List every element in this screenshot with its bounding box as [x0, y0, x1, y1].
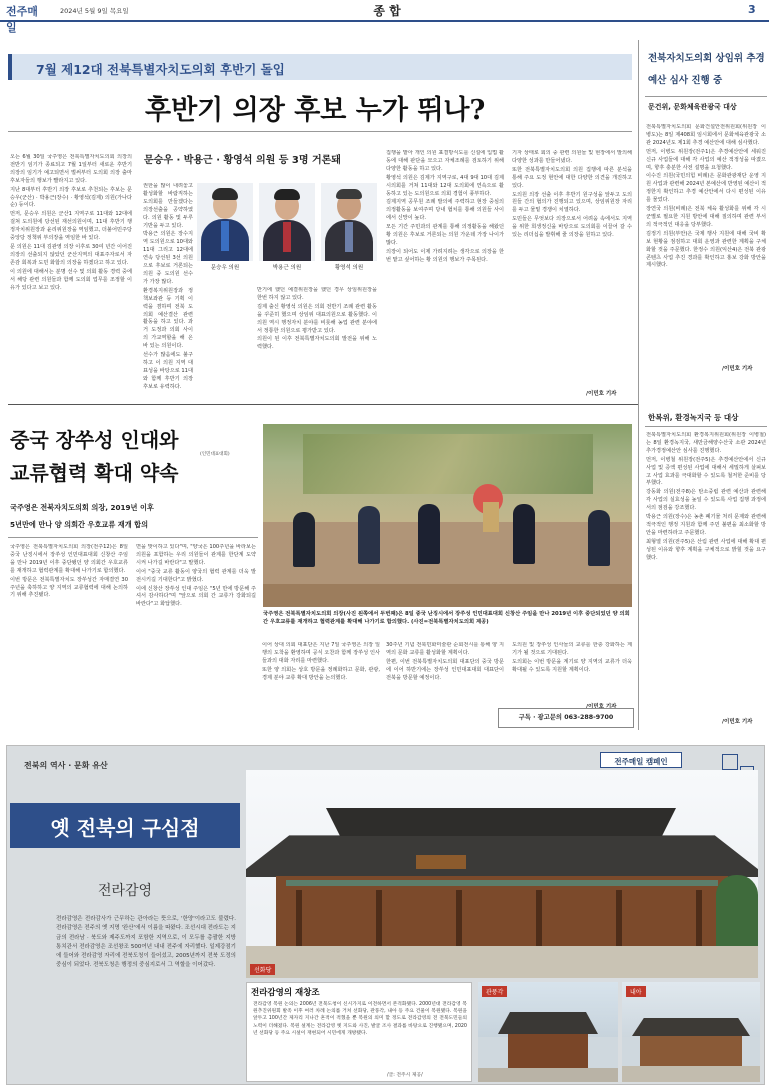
right-top-body: [646, 124, 766, 364]
china-column-4: [386, 642, 504, 730]
paragraph: 면을 맞이하고 있다"며, "양국은 100주년을 바라보는 의원을 포함하는 우리 의원들이 관계를 한단계 도약시켜 나가길 바란다"고 말했다.: [136, 544, 256, 566]
paragraph: 지난 8대부터 후반기 의장 후보로 추천되는 후보는 문승우(군산) · 박용근(장수) · 황영석(김제) 의원(가나다 순) 등이다.: [10, 186, 132, 209]
photo-label-naea: 내아: [626, 986, 646, 997]
right-mid-body: [646, 432, 766, 716]
paragraph: 또한 전북특별자치도의회 의원 집행에 따른 분석을 통해 주요 도정 현안에 대한 다양한 의견을 개진하고 있다.: [512, 166, 632, 189]
heritage-body: 전라감영은 전라감사가 근무하는 관아라는 뜻으로, '한양'이라고도 불렸다. 전라감영은 전주의 옛 지명 '완산'에서 이름을 따왔다. 조선시대 전라도는 지금의 전라남 · 북도와 제주도까지 포함한 지역으로, 이 모두를 총괄한 지방통치관서 전라감영은 조선왕조 500여년 내내 전주에 자리했다. 일제강점기에 들어와 전라감영 자리에 전북도청이 들어섰고, 2005년까지 전북 도정의 중심이 되었다. 전북도청은 행정의 중심지로서 그 역할을 이어갔다.: [56, 916, 236, 969]
heritage-info-panel: [246, 982, 472, 1082]
paragraph: 의원이 된 이후 전북특별자치도의회 발전을 위해 노력했다.: [257, 336, 377, 351]
paragraph: 환경복지위원장과 정책보좌관 등 기획 이력을 겸하며 전북 도의회 예산결산 관련 활동을 하고 있다. 과거 도정과 의회 사이의 가교역할을 해 온 바 있는 의원이다.: [143, 287, 193, 350]
paragraph: 먼저, 이병도 위원장(전주1)은 추경예산안에 세워진 신규 사업들에 대해 각 사업의 예산 적정성을 따졌으며, 향후 충분한 사전 설명을 요청했다.: [646, 148, 766, 171]
paragraph: 김제 출신 황영석 의원은 의회 전반기 조례 관련 활동을 꾸준히 했으며 상임위 대표의원으로 활동했다. 이 의원 역시 행정자치 분야를 비롯해 농업 관련 분야에서 정통한 의원으로 평가받고 있다.: [257, 303, 377, 334]
meeting-photo-caption: [263, 610, 632, 626]
masthead-page-number: 3: [748, 3, 756, 16]
paragraph: 전북특별자치도의회 환경복지위원회(위원장 이병철)는 8일 환경녹지국, 새만금해양수산국 소관 2024년 추가경정예산안 심사를 진행했다.: [646, 432, 766, 454]
portrait-hwang: [321, 183, 377, 261]
paragraph: 또한 양 의회는 상호 방문을 정례화하고 문화, 관광, 경제 분야 교류 확대 방안을 논의했다.: [262, 666, 380, 681]
china-headline-1: 중국 장쑤성 인대와: [10, 428, 179, 452]
lead-kicker-bar: [8, 54, 632, 80]
photo-label-main: 선화당: [250, 964, 275, 975]
panel-title: 전라감영의 재창조: [251, 988, 320, 998]
heritage-title: 옛 전북의 구심점: [50, 816, 200, 840]
paragraph: 황영석 의원은 김제가 지역구로, 4대 9대 10대 김제시의회를 거쳐 11대와 12대 도의회에 연속으로 활동하고 있는 도의원으로 의회 경험이 풍부하다.: [386, 174, 504, 197]
portrait-caption-moon: 문승우 의원: [210, 265, 240, 271]
paragraph: 박용근 의원(장수)은 농촌 폐기물 처리 문제와 관련해 적극적인 행정 지원과 함께 주민 불편을 최소화할 방안을 마련하라고 주문했다.: [646, 514, 766, 536]
portrait-caption-hwang: 황영석 의원: [334, 265, 364, 271]
paragraph: 권한을 많이 내려놓고 활성화할 바람직하는 도의회를 만들겠다는 의장선출을 공약하였다. 의원 활동 및 두루 기반을 두고 있다.: [143, 183, 193, 229]
lead-subhead: 문승우 · 박용근 · 황영석 의원 등 3명 거론돼: [144, 155, 341, 166]
china-top-rule: [8, 404, 638, 405]
paragraph: 의장이 되어도 이제 가려지려는 생각으로 의장을 한 번 맡고 싶어하는 황 의원의 행보가 주목된다.: [386, 248, 504, 263]
portrait-moon: [197, 183, 253, 261]
paragraph: 도의원 의장 선출 이후 후반기 원구성을 앞두고 도의원들 간의 협의가 진행되고 있으며, 상임위원장 자리를 두고 물밑 경쟁이 치열하다.: [512, 191, 632, 214]
heritage-photo-gwanpunggak: [478, 982, 618, 1082]
lead-column-2: [143, 183, 193, 398]
heritage-subtitle: 전라감영: [97, 883, 153, 899]
masthead-date: 2024년 5월 9일 목요일: [60, 7, 129, 15]
campaign-badge: [600, 752, 682, 768]
paragraph: 전북특별자치도의회 문화건설안전위원회(위원장 이병도)는 8일 제408회 임시회에서 문화체육관광국 소관 2024년도 제1회 추경 예산안에 대해 심사했다.: [646, 124, 766, 146]
paragraph: 이 의원에 대해서는 분명 선수 및 의회 활동 경력 중에서 해당 관련 의원들과 함께 도의회 업무를 조정할 이유가 있다고 보고 있다.: [10, 268, 132, 291]
china-small-tag: (인민대표대회): [200, 452, 230, 457]
china-sub-2: 5년만에 만나 양 의회간 우호교류 재개 합의: [10, 520, 149, 529]
paragraph: 모든 기간 주민과의 관계를 통해 의정활동을 해왔던 황 의원은 후보로 거론되는 의원 가운데 가장 나이가 많다.: [386, 224, 504, 246]
right-top-byline: /이민호 기자: [722, 366, 753, 372]
heritage-series-label: 전북의 역사 · 문화 유산: [24, 761, 108, 770]
paragraph: 김제지역 공무원 조례 발의에 주력하고 현장 중심의 의정활동을 보여주며 당내 협치를 통해 의원들 사이에서 신망이 높다.: [386, 199, 504, 222]
right-top-title: 전북자치도의회 상임위 추경예산 심사 진행 중: [648, 53, 765, 86]
paragraph: 이에 신창산 장쑤성 인대 주임은 "5년 만에 방문해 주셔서 감사하다"며 "앞으로 의회 간 교류가 강화되길 바란다"고 화답했다.: [136, 585, 256, 608]
paragraph: 최형열 의원(전주5)은 산림 관련 사업에 대해 확대 편성된 이유와 향후 계획을 구체적으로 밝힐 것을 요구했다.: [646, 538, 766, 561]
paragraph: 문 의원은 11대 김관영 의장 이후로 30여 년간 이어진 의장의 선출되지 않았던 군산지역의 대표주자로서 자존감 회복과 도민 화합의 의장을 하겠다고 하고 있다.: [10, 243, 132, 266]
paragraph: 선수가 많음에도 불구하고 이 의원 지역 대표성을 바탕으로 11대와 함께 후반기 의장 후보로 유력하다.: [143, 352, 193, 390]
portrait-caption-park: 박용근 의원: [272, 265, 302, 271]
paragraph: 집행을 맡아 개인 의원 표결방식도를 신설에 입법 활동에 대해 판단을 모으고 자체조례를 검토하기 위해 다양한 활동을 하고 있다.: [386, 150, 504, 172]
caption-text: 국주영은 전북특별자치도의회 의장(사진 왼쪽에서 두번째)은 8일 중국 난징시에서 장쑤성 인민대표대회 신창산 주임을 만나 2019년 이후 중단되었던 양 의회간 우호교류를 재개하고 협력관계를 확대해 나가기로 합의했다.: [263, 611, 630, 625]
china-column-2: [136, 544, 256, 730]
masthead-section: 종 합: [373, 4, 401, 18]
paragraph: 도의회는 이번 방문을 계기로 양 지역의 교류가 더욱 확대될 수 있도록 지원할 계획이다.: [512, 658, 632, 673]
paragraph: 이번 방문은 전북특별자치도 장쑤성간 자매결연 30주년을 축하하고 양 지역의 교류협력에 대해 논의하기 위해 추진됐다.: [10, 576, 128, 599]
paragraph: 기자 상태로 회의 중 관련 의원들 및 현장에서 발의해 다양한 성과를 만들어냈다.: [512, 150, 632, 164]
lead-column-4: [386, 150, 504, 398]
heritage-photo-naea: [622, 982, 760, 1082]
campaign-label: 전주매일 캠페인: [614, 757, 668, 766]
paragraph: 반기에 했던 예결위원장을 했던 경우 상임위원장을 한번 하지 않고 있다.: [257, 287, 377, 301]
subscription-ad-box: 구독 · 광고문의 063-288-9700: [498, 708, 634, 728]
right-mid-title: 한복위, 환경녹지국 등 대상: [648, 413, 739, 422]
paragraph: 국주영은 전북특별자치도의회 의장(전주12)은 8일 중국 난징시에서 장쑤성 인민대표대회 신창산 주임을 만나 2019년 이후 중단됐던 양 의회간 우호교류를 재개하고 협력관계를 확대해 나가기로 합의했다.: [10, 544, 128, 574]
china-headline-2: 교류협력 확대 약속: [10, 461, 179, 485]
right-top-rule: [645, 96, 767, 97]
paragraph: 김정기 의원(부안)은 국제 행사 지원에 대해 국비 확보 현황을 점검하고 대회 운영과 관련한 계획을 구체화할 것을 주문했다. 한정수 의원(익산4)은 전북 관광 콘텐츠 사업 추진 경과를 확인하고 홍보 강화 방안을 제시했다.: [646, 230, 766, 269]
paragraph: 이수진 의원(국민의힘 비례)은 문화관광재단 운영 지원 사업과 관련해 2024년 본예산에 반영된 예산이 적정한지 확인하고 추경 예산안에서 다시 편성된 이유를 물었다.: [646, 173, 766, 204]
paragraph: 이어 "중국 교류 활동이 양국의 협력 관계를 더욱 발전시키길 기대한다"고 밝혔다.: [136, 568, 256, 583]
masthead-logo: 전주매일: [6, 5, 38, 34]
paragraph: 30주년 기념 전북민화미술관 순회전시를 통해 양 지역의 문화 교류를 활성화할 계획이다.: [386, 642, 504, 656]
china-sub-1: 국주영은 전북자치도의회 의장, 2019년 이후: [10, 503, 154, 512]
right-mid-rule: [645, 426, 767, 427]
paragraph: 이어 상대 의회 대표단은 지난 7일 국주영은 의장 일행의 도착을 환영하며 공식 오찬과 함께 장쑤성 인사들과의 대화 자리를 마련했다.: [262, 642, 380, 664]
portrait-park: [259, 183, 315, 261]
heritage-title-band: [10, 803, 240, 848]
right-mid-byline: /이민호 기자: [722, 719, 753, 725]
lead-headline: 후반기 의장 후보 누가 뛰나?: [145, 95, 486, 126]
paragraph: 먼저, 문승우 의원은 군산1 지역구로 11대와 12대에 걸쳐 도의원에 당선된 재선의원이며, 11대 후반기 행정자치위원장과 윤리위원장을 역임했고, 더불어민주당 중앙당 정책위 부의장을 역임한 바 있다.: [10, 211, 132, 242]
china-column-5: [512, 642, 632, 700]
masthead: [0, 0, 769, 34]
china-column-3: [262, 642, 380, 730]
china-sub-rule: [8, 537, 258, 538]
china-column-1: [10, 544, 128, 730]
paragraph: 박용근 의원은 장수지역 도의원으로 10대와 11대 그리고 12대에 연속 당선된 3선 의원으로 후보로 거론되는 의원 중 도의원 선수가 가장 많다.: [143, 231, 193, 285]
paragraph: 먼저, 이병철 위원장(전주5)은 추경예산안에서 신규 사업 및 증액 편성된 사업에 대해서 세밀하게 살펴보고 사업 효과를 극대화할 수 있도록 철저한 준비를 당부했다.: [646, 456, 766, 487]
caption-credit: (사진=전북특별자치도의회 제공): [410, 619, 489, 625]
panel-credit: /글: 전주시 제공/: [387, 1073, 423, 1078]
photo-label-gwanpunggak: 관풍각: [482, 986, 507, 997]
panel-body: 전라감영 복원 논의는 2006년 전북도청이 신시가지로 이전하면서 본격화됐다. 2000년대 전라감영 복원추진위원회 발족 이후 여러 차례 논의를 거쳐 선화당, 관풍각, 내아 등 주요 건물이 복원됐다. 복원을 앞두고 100년간 제자리 지나간 흔적이 적혔을 뿐 복원의 의미 할 정도로 전라감영의 전 전북도민들의 노력이 더해졌다. 복원 설계는 전라감영 옛 지도와 사진, 발굴 조사 결과를 바탕으로 진행됐으며, 2020년 선화당 등 주요 시설이 재현되어 시민에게 개방됐다.: [253, 1002, 467, 1036]
meeting-photo: [263, 424, 632, 607]
portrait-group: [197, 183, 377, 275]
paragraph: 강동화 의원(전주8)은 탄소중립 관련 예산과 관련해 각 사업의 실효성을 높일 수 있도록 사업 집행 과정에서의 점검을 강조했다.: [646, 489, 766, 512]
lead-kicker: 7월 제12대 전북특별자치도의회 후반기 돌입: [36, 62, 285, 77]
paragraph: 도민들은 무엇보다 의장으로서 어려움 속에서도 지역을 위한 희생정신을 바탕으로 도의회를 이끌어 갈 수 있는 리더십을 발휘해 줄 의장을 원하고 있다.: [512, 216, 632, 239]
lead-byline: /이민호 기자: [586, 391, 617, 397]
paragraph: 장연국 의원(비례)은 전북 체육 활성화를 위해 각 시군별로 필요한 지원 방안에 대해 질의하며 관련 부서의 적극적인 대응을 당부했다.: [646, 206, 766, 228]
lead-column-5: [512, 150, 632, 388]
right-top-sub: 문건위, 문화체육관광국 대상: [648, 103, 737, 111]
paragraph: 한편, 이번 전북특별자치도의회 대표단의 중국 방문에 이어 하반기에는 장쑤성 인민대표대회 대표단이 전북을 방문할 예정이다.: [386, 658, 504, 681]
lead-column-3: [257, 287, 377, 398]
paragraph: 도의원 및 장쑤성 인사들의 교류를 한층 강화하는 계기가 될 것으로 기대된다.: [512, 642, 632, 656]
lead-column-1: [10, 154, 132, 398]
lead-headline-rule: [8, 131, 632, 132]
paragraph: 오는 6월 30일 국주영은 전북특별자치도의회 의장의 전반기 임기가 종료되고 7월 1일부터 새로운 후반기 의장의 임기가 예고되면서 벌써부터 도의회 의장 출마 후보자들의 행보가 빨라지고 있다.: [10, 154, 132, 184]
heritage-main-photo: [246, 770, 758, 978]
china-byline: /이민호 기자: [586, 704, 617, 710]
column-divider: [638, 40, 639, 730]
